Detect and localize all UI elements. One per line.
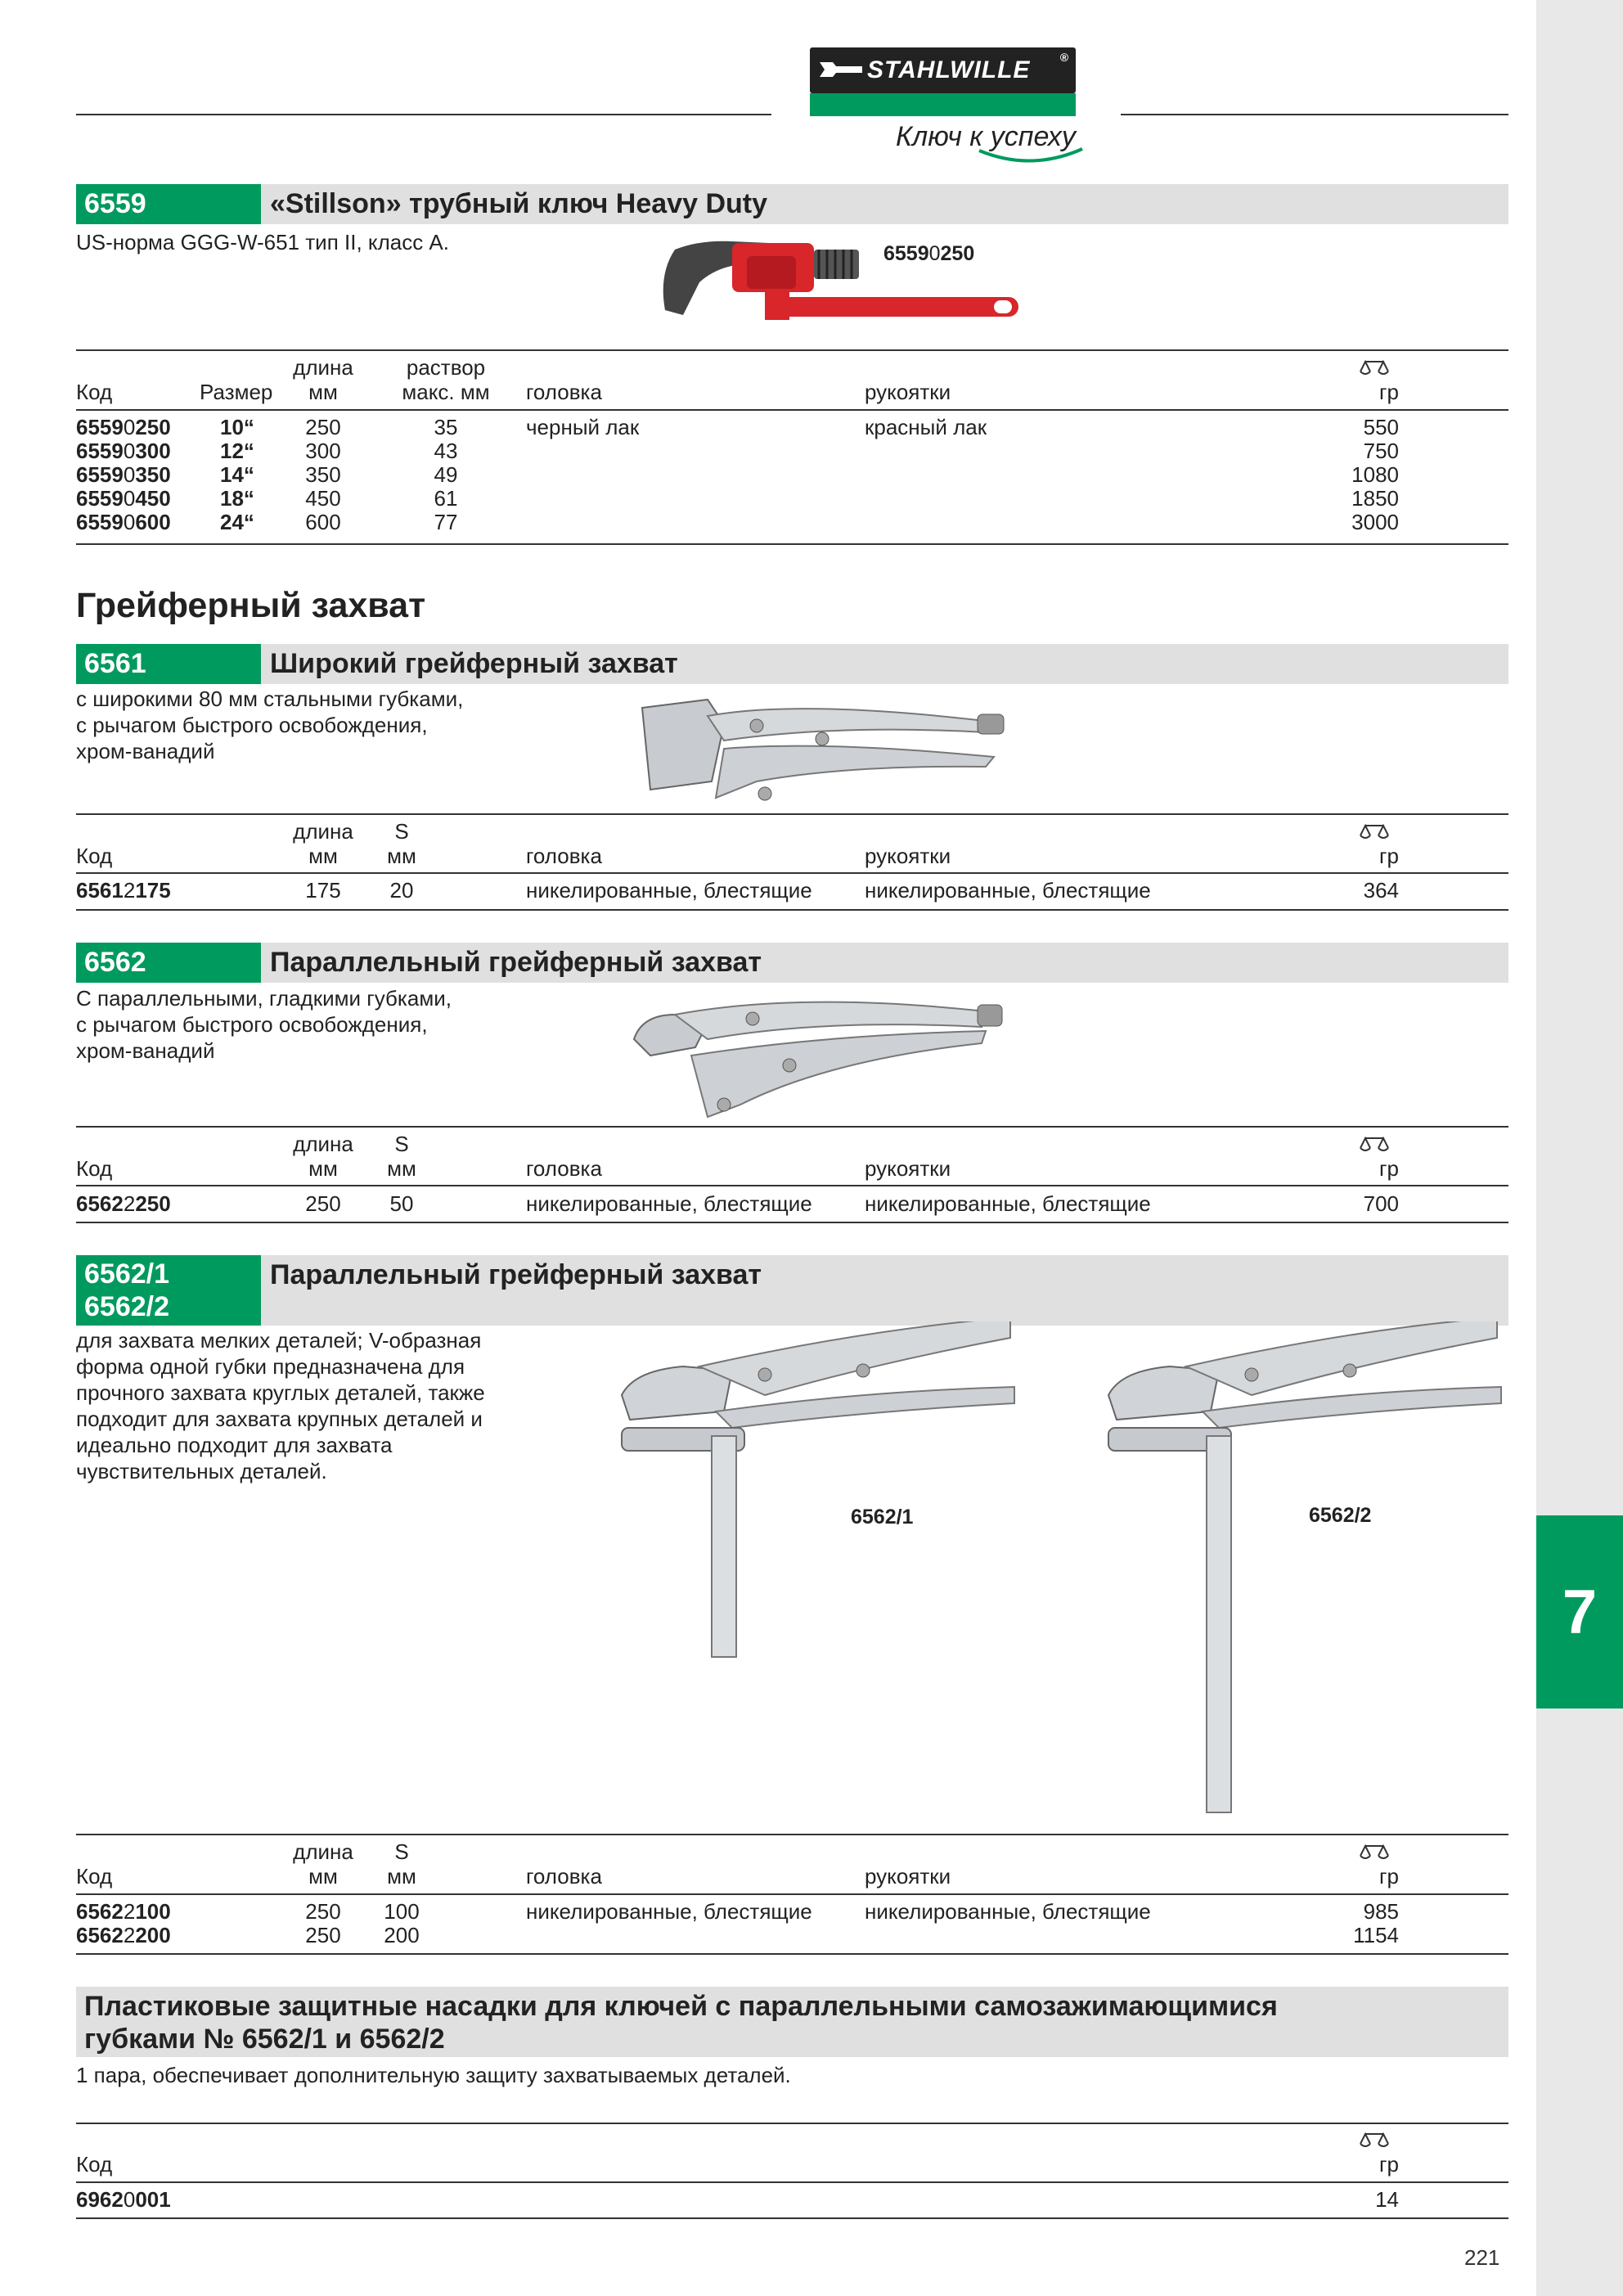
section-number: 6559 [76,184,261,224]
col-header-length-unit: мм [308,844,338,868]
table-rule [76,1953,1508,1955]
table-row: 65622250 250 50 никелированные, блестящие никелированные, блестящие 700 [76,1191,1399,1216]
category-heading: Грейферный захват [76,586,426,625]
section-title: Широкий грейферный захват [270,648,678,679]
col-header-weight: гр [1379,844,1399,868]
col-header-length: длина [293,355,353,380]
section-title: Пластиковые защитные насадки для ключей с параллельными самозажимающимися губками № 6562/1 и 6562/2 [84,1991,1278,2055]
table-rule [76,813,1508,815]
col-header-head: головка [526,1864,602,1889]
table-rule [76,2217,1508,2219]
clamp-pliers-6562-1-image [618,1321,1023,1665]
col-header-weight: гр [1379,2152,1399,2177]
table-rule [76,1893,1508,1895]
table-row: 65612175 175 20 никелированные, блестящие никелированные, блестящие 364 [76,878,1399,903]
table-row: 65622200 250 200 1154 [76,1923,1399,1947]
table-row: 65590350 14“ 350 49 1080 [76,462,1399,487]
table-body-6559 [76,416,1399,534]
col-header-length-unit: мм [308,380,338,404]
scale-icon [1358,821,1391,840]
section-description: 1 пара, обеспечивает дополнительную защиту захватываемых деталей. [76,2063,791,2087]
col-header-length: длина [293,819,353,844]
col-header-handle: рукоятки [865,844,951,868]
col-header-s-unit: мм [387,1156,416,1181]
image-label-6562-2: 6562/2 [1309,1504,1372,1527]
col-header-code: Код [76,1156,113,1181]
section-number: 6561 [76,644,261,684]
image-label-6562-1: 6562/1 [851,1506,914,1528]
col-header-length: длина [293,1839,353,1864]
section-description: US-норма GGG-W-651 тип II, класс A. [76,230,449,254]
header-rule-right [1121,114,1508,115]
section-header-6562 [76,943,1508,983]
col-header-s-unit: мм [387,1864,416,1889]
scale-icon [1358,1841,1391,1861]
col-header-code: Код [76,2152,113,2177]
section-header-plastic-covers [76,1987,1508,2057]
col-header-length-unit: мм [308,1156,338,1181]
scale-icon [1358,1133,1391,1153]
section-description: для захвата мелких деталей; V-образная форма одной губки предназначена для прочного захвата круглых деталей, также подходит для захвата крупных деталей и идеально подходит для захвата чувствительных деталей. [76,1328,485,1483]
table-row: 65590300 12“ 300 43 750 [76,439,1399,463]
col-header-length-unit: мм [308,1864,338,1889]
col-header-opening-unit: макс. мм [402,380,490,404]
col-header-s: S [394,1132,409,1156]
col-header-weight: гр [1379,1864,1399,1889]
col-header-length: длина [293,1132,353,1156]
header-rule-left [76,114,771,115]
table-rule [76,349,1508,351]
col-header-code: Код [76,844,113,868]
col-header-opening: раствор [406,355,486,380]
table-rule [76,409,1508,411]
table-rule [76,872,1508,874]
section-header-6559 [76,184,1508,224]
registered-mark: ® [1059,51,1069,64]
table-row: 69620001 14 [76,2187,1399,2212]
page-sidebar [1536,0,1623,2296]
col-header-handle: рукоятки [865,1864,951,1889]
section-number: 6562/1 6562/2 [76,1255,261,1326]
section-title: Параллельный грейферный захват [270,947,762,978]
section-number: 6562 [76,943,261,983]
col-header-s-unit: мм [387,844,416,868]
table-row: 65590450 18“ 450 61 1850 [76,486,1399,511]
table-row: 65590250 10“ 250 35 черный лак красный лак 550 [76,415,1399,439]
col-header-s: S [394,1839,409,1864]
section-description: С параллельными, гладкими губками, с рычагом быстрого освобождения, хром-ванадий [76,986,452,1063]
col-header-head: головка [526,844,602,868]
col-header-size: Размер [200,380,273,404]
col-header-head: головка [526,1156,602,1181]
table-rule [76,2123,1508,2124]
section-header-6562-x [76,1255,1508,1326]
parallel-locking-pliers-image [618,990,1023,1125]
table-rule [76,1126,1508,1128]
col-header-head: головка [526,380,602,404]
section-title: Параллельный грейферный захват [270,1259,762,1290]
image-label-6559: 65590250 [883,242,975,265]
section-title: «Stillson» трубный ключ Heavy Duty [270,188,767,219]
table-row: 65590600 24“ 600 77 3000 [76,510,1399,534]
section-description: с широкими 80 мм стальными губками, с рычагом быстрого освобождения, хром-ванадий [76,687,464,763]
col-header-weight: гр [1379,380,1399,404]
page-number: 221 [1464,2245,1500,2270]
col-header-code: Код [76,1864,113,1889]
brand-logo [810,47,1076,118]
logo-text: STAHLWILLE [867,56,1031,83]
col-header-handle: рукоятки [865,380,951,404]
table-rule [76,1222,1508,1223]
col-header-handle: рукоятки [865,1156,951,1181]
scale-icon [1358,2129,1391,2149]
wrench-logo-icon [818,57,864,82]
table-rule [76,1834,1508,1835]
wide-locking-pliers-image [634,691,1018,806]
table-rule [76,2181,1508,2183]
clamp-pliers-6562-2-image [1104,1321,1509,1821]
brand-slogan: Ключ к успеху [896,121,1076,152]
col-header-code: Код [76,380,113,404]
table-rule [76,543,1508,545]
slogan-swoosh-icon [978,147,1084,167]
section-header-6561 [76,644,1508,684]
table-body-6562-x [76,1900,1399,1947]
col-header-s: S [394,819,409,844]
scale-icon [1358,357,1391,376]
col-header-weight: гр [1379,1156,1399,1181]
table-rule [76,1185,1508,1186]
table-rule [76,909,1508,911]
table-row: 65622100 250 100 никелированные, блестящие никелированные, блестящие 985 [76,1899,1399,1924]
chapter-tab: 7 [1536,1515,1623,1708]
